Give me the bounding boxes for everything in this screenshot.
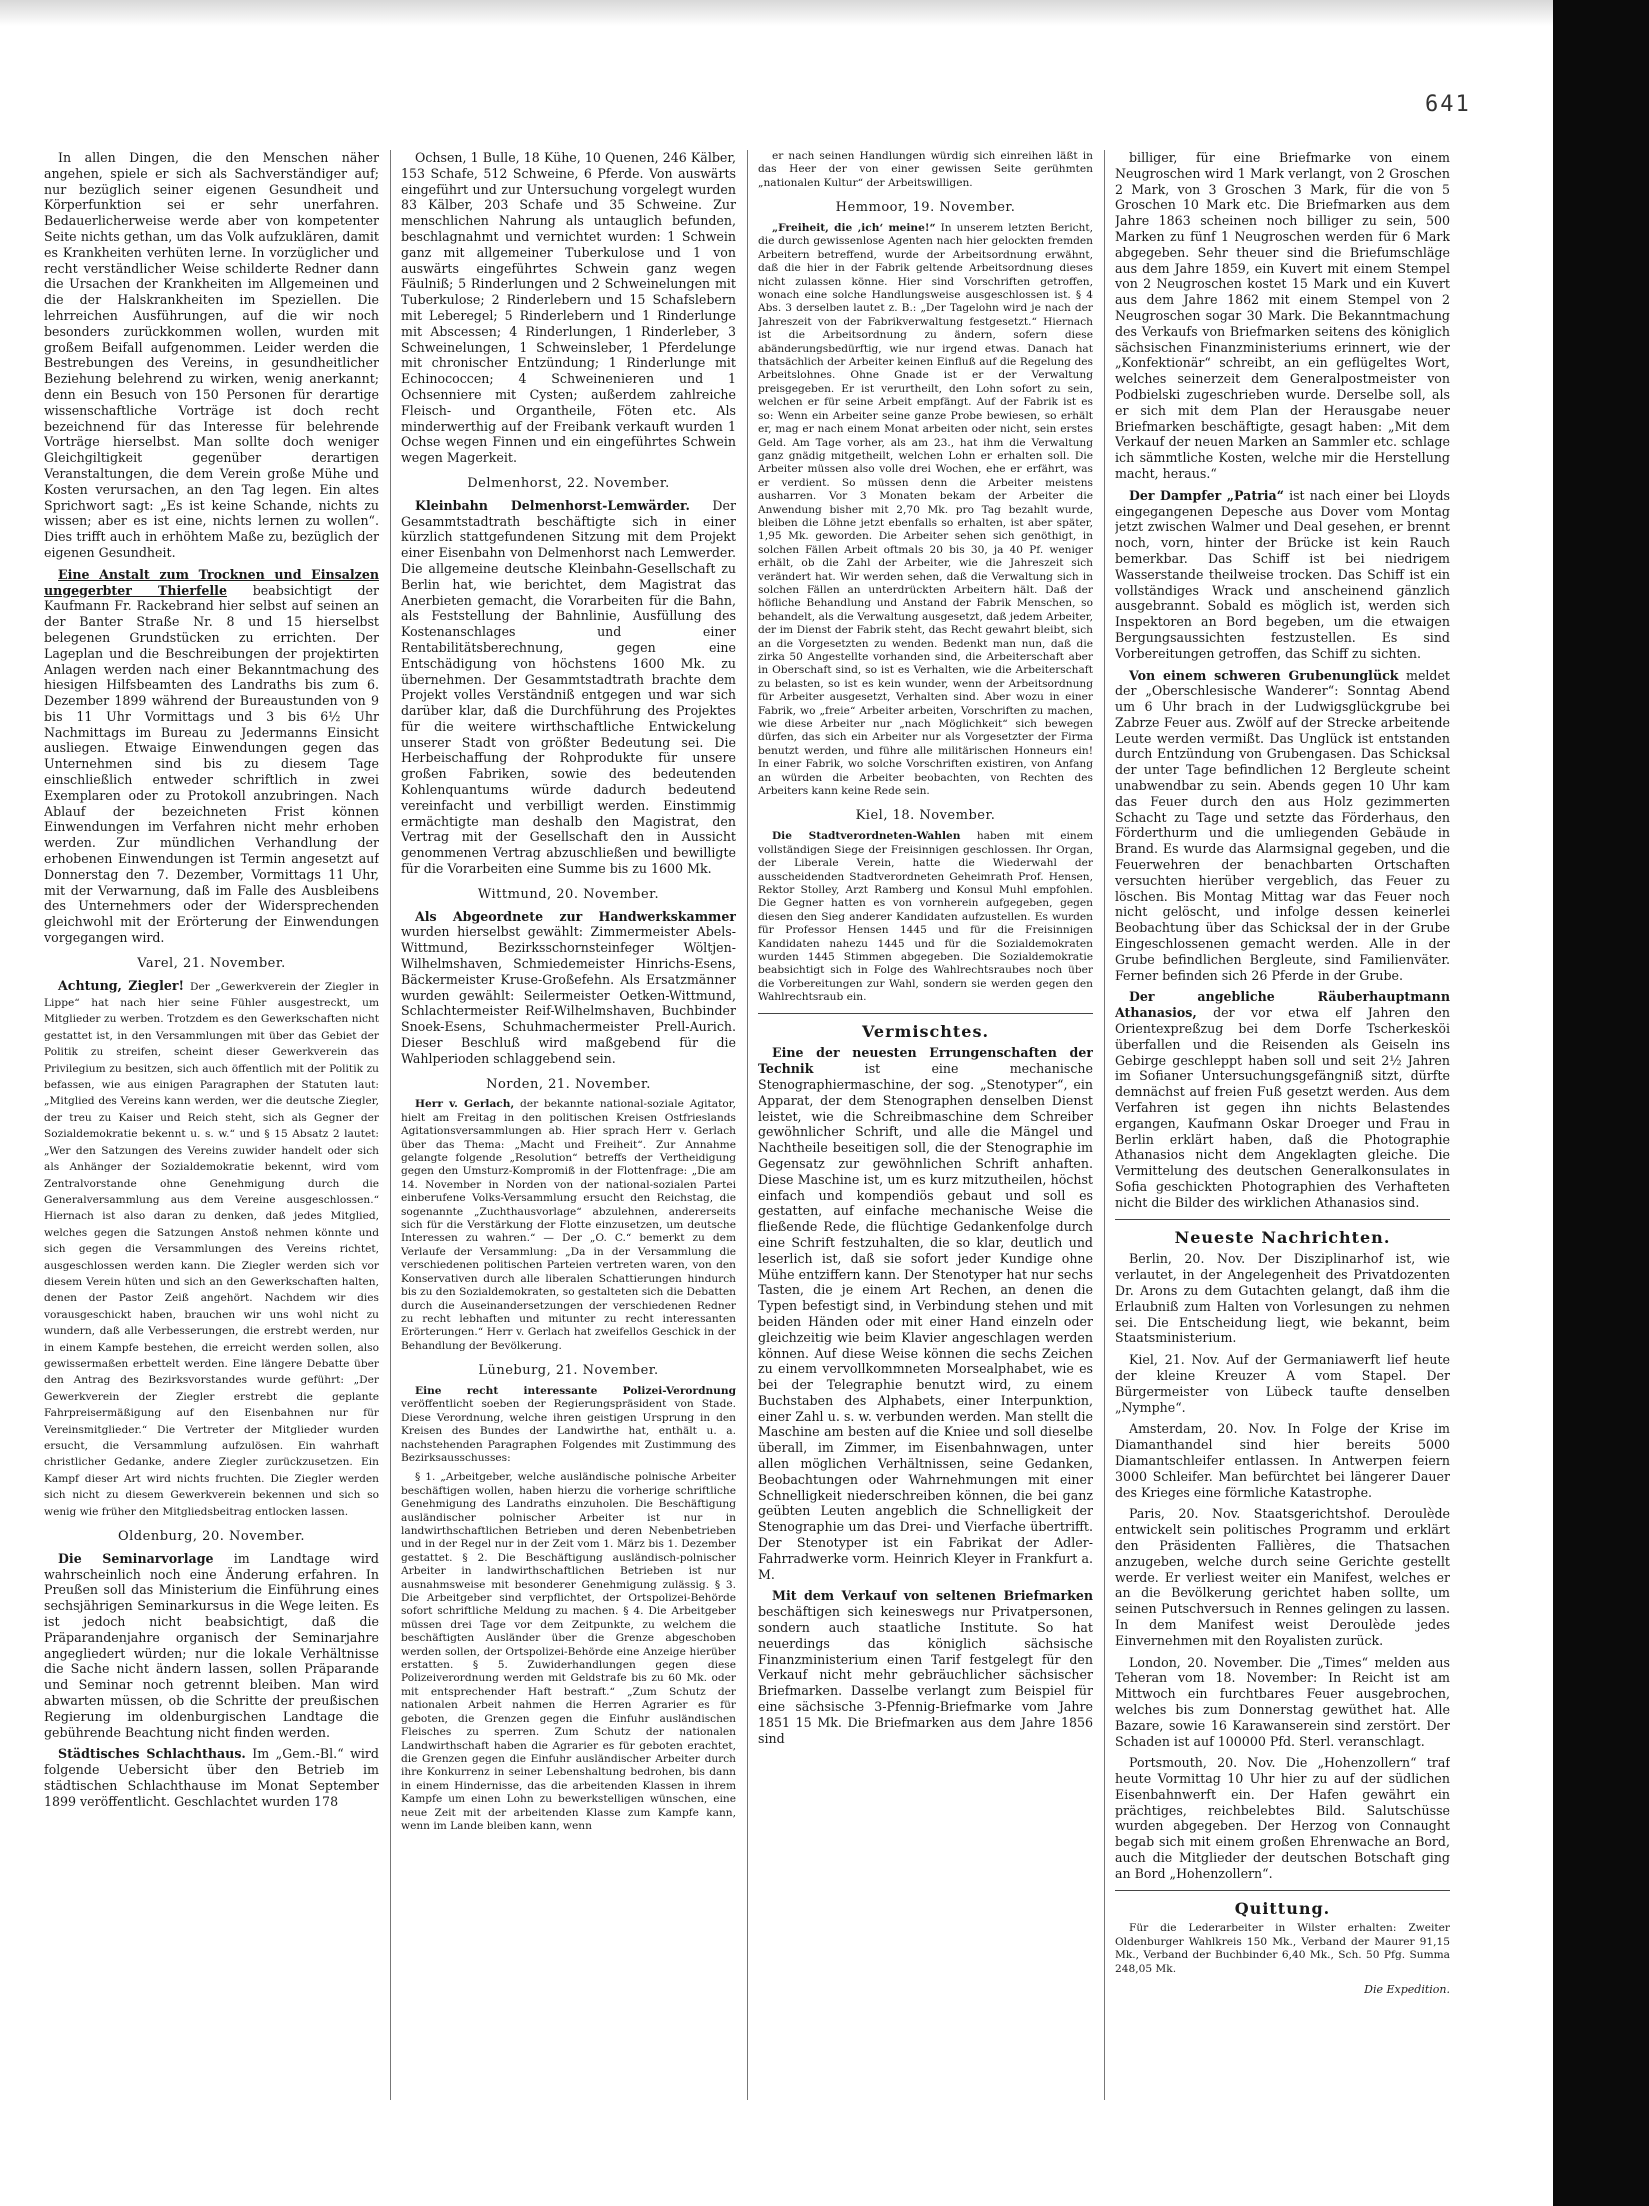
paragraph-text: ist nach einer bei Lloyds eingegangenen Depesche aus Dover vom Montag jetzt zwischen Walmer und Deal gesehen, er brennt noch, vorn, hinter der Brücke ist kein Rauch bemerkbar. Das Schiff ist bei niedrigem Wasserstande theilweise trocken. Das Schiff ist ein vollständiges Wrack und anscheinend gänzlich ausgebrannt. Sobald es möglich ist, werden sich Inspektoren an Bord begeben, um die etwaigen Bergungsaussichten festzustellen. Es sind Vorbereitungen getroffen, das Schiff zu sichten. (1115, 487, 1450, 661)
dateline: Varel, 21. November. (137, 955, 286, 971)
column-4 (1115, 150, 1450, 2100)
paragraph-text: meldet der „Oberschlesische Wanderer“: Sonntag Abend um 6 Uhr brach in der Ludwigsglückgrube bei Zabrze Feuer aus. Zwölf auf der Strecke arbeitende Leute werden vermißt. Das Unglück ist entstanden durch Entzündung von Grubengasen. Das Schicksal der unter Tage befindlichen 12 Bergleute scheint unabwendbar zu sein. Abends gegen 10 Uhr kam das Feuer durch den aus Holz gezimmerten Schacht zu Tage und setzte das Förderhaus, den Förderthurm und die umliegenden Gebäude in Brand. Es wurde das Alarmsignal gegeben, und die Feuerwehren der benachbarten Ortschaften versuchten hierüber vergeblich, das Feuer zu löschen. Bis Montag Mittag war das Feuer noch nicht gelöscht, und infolge dessen keinerlei Beobachtung über das Schicksal der in der Grube Eingeschlossenen gemacht werden. Alle in der Grube befindlichen Bergleute, sind Familienväter. Ferner befinden sich 26 Pferde in der Grube. (1115, 667, 1450, 983)
section-divider (1115, 1219, 1450, 1220)
paragraph (44, 1551, 379, 1741)
column-1 (44, 150, 379, 2100)
paragraph (401, 1098, 736, 1353)
paragraph-text: beabsichtigt der Kaufmann Fr. Rackebrand hier selbst auf seinen an der Banter Straße Nr. 8 und 15 hierselbst belegenen Grundstücken zu errichten. Der Lageplan und die Beschreibungen der projektirten Anlagen werden nach einer Bekanntmachung des hiesigen Hilfsbeamten des Landraths bis zum 6. Dezember 1899 während der Bureaustunden von 9 bis 11 Uhr Vormittags und 3 bis 6½ Uhr Nachmittags im Bureau zu Jedermanns Einsicht ausliegen. Etwaige Einwendungen gegen das Unternehmen sind bis zu diesem Tage einschließlich entweder schriftlich in zwei Exemplaren oder zu Protokoll anzubringen. Nach Ablauf der bezeichneten Frist können Einwendungen im Verfahren nicht mehr erhoben werden. Zur mündlichen Verhandlung der erhobenen Einwendungen ist Termin angesetzt auf Donnerstag den 7. Dezember, Vormittags 11 Uhr, mit der Verwarnung, daß im Falle des Ausbleibens des Unternehmers oder der Widersprechenden gleichwohl mit der Erörterung der Einwendungen vorgegangen wird. (44, 582, 379, 946)
news-item: London, 20. November. Die „Times“ melden aus Teheran vom 18. November: In Reicht ist am Mittwoch ein furchtbares Feuer ausgebrochen, welches bis zum Donnerstag gewüthet hat. Alle Bazare, sowie 16 Karawanserein sind zerstört. Der Schaden ist auf 100000 Pfd. Sterl. veranschlagt. (1115, 1654, 1450, 1749)
paragraph-text: Im „Gem.-Bl.“ wird folgende Uebersicht über den Betrieb im städtischen Schlachthause im Monat September 1899 veröffentlicht. Geschlachtet wurden 178 (44, 1746, 379, 1809)
paragraph (401, 498, 736, 877)
receipt-text: Für die Lederarbeiter in Wilster erhalten: Zweiter Oldenburger Wahlkreis 150 Mk., Verband der Maurer 91,15 Mk., Verband der Buchbinder 6,40 Mk., Sch. 50 Pfg. Summa 248,05 Mk. (1115, 1922, 1450, 1975)
news-item: Amsterdam, 20. Nov. In Folge der Krise im Diamanthandel sind hier bereits 5000 Diamantschleifer entlassen. In Antwerpen feiern 3000 Schleifer. Man befürchtet bei längerer Dauer des Krieges eine förmliche Katastrophe. (1115, 1421, 1450, 1500)
paragraph (44, 978, 379, 1519)
receipt-signature: Die Expedition. (1364, 1983, 1450, 1997)
paragraph-text: im Landtage wird wahrscheinlich noch eine Änderung erfahren. In Preußen soll das Ministerium die Einführung eines sechsjährigen Seminarkursus in die Wege leiten. Es ist jedoch nicht beabsichtigt, daß die Präparandenjahre organisch der Seminarjahre angegliedert würden; nur die lokale Verhältnisse die Sache nicht ändern lassen, sollen Präparande und Seminar noch getrennt bleiben. Man wird abwarten müssen, ob die Schritte der preußischen Regierung im oldenburgischen Landtage die gebührende Beachtung nicht finden werden. (44, 1550, 379, 1740)
paragraph-text: beschäftigen sich keineswegs nur Privatpersonen, sondern auch staatliche Institute. So hat neuerdings das königlich sächsische Finanzministerium einen Tarif festgelegt für den Verkauf nicht mehr gebräuchlicher sächsischer Briefmarken. Dasselbe verlangt zum Beispiel für eine sächsische 3-Pfennig-Briefmarke vom Jahre 1851 15 Mk. Die Briefmarken aus dem Jahre 1856 sind (758, 1604, 1093, 1746)
dateline: Kiel, 18. November. (855, 808, 996, 824)
dateline: Delmenhorst, 22. November. (467, 475, 670, 491)
paragraph-text: Der „Gewerkverein der Ziegler in Lippe“ hat nach hier seine Fühler ausgestreckt, um Mitglieder zu werben. Trotzdem es den Gewerkschaften nicht gestattet ist, in den Versammlungen mit über das Gebiet der Politik zu streifen, scheint dieser Gewerkverein das Privilegium zu besitzen, sich auch öffentlich mit der Politik zu befassen, wie aus einigen Paragraphen der Statuten laut: „Mitglied des Vereins kann werden, wer die deutsche Ziegler, der treu zu Kaiser und Reich steht, sich als Gegner der Sozialdemokratie bekennt u. s. w.“ und § 15 Absatz 2 lautet: „Wer den Satzungen des Vereins zuwider handelt oder sich als Anhänger der Sozialdemokratie bekennt, wird vom Zentralvorstande ohne Genehmigung durch die Generalversammlung aus dem Vereine ausgeschlossen.“ Hiernach ist also daran zu denken, daß jedes Mitglied, welches gegen die Satzungen Anstoß nehmen könnte und sich gegen die Versammlungen des Vereins richtet, ausgeschlossen werden kann. Die Ziegler werden sich vor diesem Verein hüten und sich an den Gewerkschaften halten, denen der Pastor Zeiß angehört. Nachdem wir dies vorausgeschickt haben, brauchen wir uns wohl nicht zu wundern, daß alle Verbesserungen, die erstrebt werden, nur in einem Kampfe bestehen, die erreicht werden sollen, also gewissermaßen erbettelt werden. Eine längere Debatte über den Antrag des Bezirksvorstandes wurde geführt: „Der Gewerkverein der Ziegler erstrebt die geplante Fahrpreisermäßigung auf den Eisenbahnen nur für Vereinsmitglieder.“ Die Vertreter der Mitglieder wurden ersucht, die Versammlung aufzulösen. Ein wahrhaft christlicher Gedanke, andere Ziegler zurückzusetzen. Ein Kampf dieser Art wird nichts fruchten. Die Ziegler werden sich nicht zu diesem Gewerkverein bekennen und sich so wenig wie früher den Mitgliedsbeitrag entlocken lassen. (44, 980, 379, 1518)
dateline: Oldenburg, 20. November. (117, 1529, 305, 1545)
column-3 (758, 150, 1093, 2100)
paragraph-text: In unserem letzten Bericht, die durch gewissenlose Agenten nach hier gelockten fremden Arbeitern betreffend, wurde der Arbeitsordnung erwähnt, daß die hier in der Fabrik geltende Arbeitsordnung dieses nicht zulassen könne. Hier sind Vorschriften getroffen, wonach eine solche Handlungsweise ausgeschlossen ist. § 4 Abs. 3 derselben lautet z. B.: „Der Tagelohn wird je nach der Jahreszeit von der Fabrikverwaltung festgesetzt.“ Hiernach ist die Arbeitsordnung zu ändern, sofern diese abänderungsbedürftig, wie nur irgend etwas. Danach hat thatsächlich der Arbeiter keinen Einfluß auf die Regelung des Arbeitslohnes. Ohne Gnade ist er der Verwaltung preisgegeben. Er ist verurtheilt, den Lohn sofort zu sein, welchen er für seine Arbeit empfängt. Auf der Fabrik ist es so: Wenn ein Arbeiter seine ganze Probe bewiesen, so erhält er, mag er nach einem Monat arbeiten oder nicht, sein erstes Geld. Am Tage vorher, als am 23., hat ihm die Verwaltung ganz gnädig mitgetheilt, welchen Lohn er erhalten soll. Die Arbeiter müssen also volle drei Wochen, ehe er erfährt, was er verdient. So müssen denn die Arbeiter meistens ausharren. Vor 3 Monaten bekam der Arbeiter die Anwendung bisher mit 2,70 Mk. pro Tag bezahlt wurde, bleiben die Löhne jetzt ebenfalls so erhalten, ist aber später, 1,95 Mk. geworden. Die Arbeiter sehen sich genöthigt, in solchen Fällen Arbeit oftmals 20 bis 30, ja 40 Pf. weniger erhält, ob die Zahl der Arbeiter, wie die Jahreszeit sich verändert hat. Wir werden sehen, daß die Verwaltung sich in solchen Fällen an unterdrückten Arbeitern hält. Daß der höfliche Behandlung und Anstand der Fabrik Menschen, so behandelt, als die Verwaltung ausgesetzt, daß jedem Arbeiter, der im Dienst der Fabrik steht, das Recht gewahrt bleibt, sich an die Vorgesetzten zu wenden. Bedenkt man nun, daß die zirka 50 Angestellte vorhanden sind, die Arbeiterschaft aber in Oberschaft sind, so ist es Verhalten, wie die Arbeiterschaft zu belasten, so ist es kein wunder, wenn der Arbeitsordnung für Arbeiter ausgesetzt, Verhalten sind. Aber wozu in einer Fabrik, wo „freie“ Arbeiter arbeiten, Vorschriften zu machen, wie diese Arbeiter nur „nach Möglichkeit“ sich bewegen dürfen, das sich ein Arbeiter nur als Vorgesetzter der Firma benutzt werden, und führe alle militärischen Honneurs ein! In einer Fabrik, wo solche Vorschriften existiren, von Anfang an würden die Arbeiter beobachten, von Rechten des Arbeiters kann keine Rede sein. (758, 222, 1093, 798)
paragraph-heading: Eine Anstalt zum Trocknen und Einsalzen ungegerbter Thierfelle (44, 566, 379, 598)
paragraph (1115, 668, 1450, 984)
paragraph-heading: Herr v. Gerlach, (415, 1098, 515, 1111)
column-rule (1104, 150, 1105, 2100)
paragraph (44, 1746, 379, 1809)
paragraph-text: wurden hierselbst gewählt: Zimmermeister Abels-Wittmund, Bezirksschornsteinfeger Wöltjen-Wilhelmshaven, Schmiedemeister Hinrichs-Esens, Bäckermeister Kruse-Großefehn. Als Ersatzmänner wurden gewählt: Seilermeister Oetken-Wittmund, Schlachtermeister Reif-Wilhelmshaven, Buchbinder Snoek-Esens, Schuhmachermeister Prell-Aurich. Dieser Beschluß wird maßgebend für die Wahlperioden schlaggebend sein. (401, 924, 736, 1066)
dateline: Hemmoor, 19. November. (835, 200, 1016, 216)
column-2 (401, 150, 736, 2100)
paragraph (758, 1588, 1093, 1746)
newspaper-page (44, 150, 1496, 2100)
paragraph-heading: Der angebliche Räuberhauptmann Athanasios, (1115, 989, 1450, 1021)
paragraph-heading: Eine der neuesten Errungenschaften der Technik (758, 1045, 1093, 1077)
section-heading: Vermischtes. (861, 1021, 990, 1041)
paragraph-text: veröffentlicht soeben der Regierungspräsident von Stade. Diese Verordnung, welche ihren geistigen Ursprung in den Kreisen des Bundes der Landwirthe hat, enthält u. a. nachstehenden Paragraphen Folgendes mit Zustimmung des Bezirksausschusses: (401, 1398, 736, 1464)
paragraph (758, 1045, 1093, 1582)
paragraph-text: ist eine mechanische Stenographiermaschine, der sog. „Stenotyper“, ein Apparat, der dem Stenographen denselben Dienst leistet, wie die Schreibmaschine dem Schreiber gewöhnlicher Schrift, und alle die Mängel und Nachtheile beseitigen soll, die der Stenographie im Gegensatz zur gewöhnlichen Schrift anhaften. Diese Maschine ist, um es kurz mitzutheilen, höchst einfach und kompendiös gebaut und soll es gestatten, auf einfache mechanische Weise die fließende Rede, die flüchtige Gedankenfolge durch eine Schrift festzuhalten, die so klar, deutlich und leserlich ist, daß sie sofort jeder Kundige ohne Mühe entziffern kann. Der Stenotyper hat nur sechs Tasten, die je einem Art Rechen, an denen die Typen befestigt sind, in Verbindung stehen und mit beiden Händen oder mit einer Hand einzeln oder gleichzeitig wie beim Klavier angeschlagen werden können. Auf diese Weise können die sechs Zeichen zu einem vervollkommneten Morsealphabet, wie es bei der Telegraphie benutzt wird, zu einem Buchstaben des Alphabets, einer Interpunktion, einer Zahl u. s. w. verbunden werden. Man stellt die Maschine am besten auf die Kniee und soll dieselbe überall, im Zimmer, im Eisenbahnwagen, unter allen möglichen Verhältnissen, seine Gedanken, Beobachtungen oder Wahrnehmungen mit einer Schnelligkeit niederschreiben können, die bei ganz geübten Leuten angeblich die Schnelligkeit der Stenographie um das Drei- und Vierfache übertrifft. Der Stenotyper ist ein Fabrikat der Adler-Fahrradwerke vorm. Heinrich Kleyer in Frankfurt a. M. (758, 1061, 1093, 1582)
column-rule (390, 150, 391, 2100)
paragraph-heading: Die Seminarvorlage (58, 1550, 214, 1566)
paragraph-heading: Städtisches Schlachthaus. (58, 1746, 246, 1762)
news-item: Kiel, 21. Nov. Auf der Germaniawerft lief heute der kleine Kreuzer A vom Stapel. Der Bürgermeister von Lübeck taufte denselben „Nymphe“. (1115, 1352, 1450, 1415)
paragraph-heading: Der Dampfer „Patria“ (1129, 487, 1284, 503)
paragraph (1115, 989, 1450, 1210)
paragraph-text: haben mit einem vollständigen Siege der Freisinnigen geschlossen. Ihr Organ, der Liberale Verein, hatte die Wiederwahl der ausscheidenden Stadtverordneten Geheimrath Prof. Hensen, Rektor Stolley, Arzt Ramberg und Konsul Muhl empfohlen. Die Gegner hatten es von vornherein aufgegeben, gegen diesen den Sieg anderer Kandidaten aufzustellen. Es wurden für Professor Hensen 1445 und für die Freisinnigen Kandidaten nahezu 1445 und für die Sozialdemokraten wurden 1445 Stimmen abgegeben. Die Sozialdemokratie beabsichtigt sich in Folge des Wahlrechtsraubes noch über die Vorbereitungen zur Wahl, sondern sie werden gegen den Wahlrechtsraub ein. (758, 830, 1093, 1004)
section-heading: Neueste Nachrichten. (1174, 1227, 1391, 1247)
page-number: 641 (1425, 92, 1471, 117)
section-divider (758, 1013, 1093, 1014)
paragraph (44, 567, 379, 946)
scan-top-edge (0, 0, 1649, 26)
paragraph-heading: Achtung, Ziegler! (58, 977, 185, 993)
dateline: Lüneburg, 21. November. (478, 1363, 659, 1379)
dateline: Wittmund, 20. November. (477, 886, 660, 902)
paragraph (758, 222, 1093, 798)
paragraph-heading: „Freiheit, die ‚ich‘ meine!“ (772, 222, 936, 235)
scan-black-edge (1553, 0, 1649, 2206)
paragraph-heading: Eine recht interessante Polizei-Verordnung (415, 1384, 736, 1397)
paragraph: § 1. „Arbeitgeber, welche ausländische polnische Arbeiter beschäftigen wollen, haben hierzu die vorherige schriftliche Genehmigung des Landraths einzuholen. Die Beschäftigung ausländischer polnischer Arbeiter ist nur in landwirthschaftlichen Betrieben und deren Nebenbetrieben und in der Regel nur in der Zeit vom 1. März bis 1. Dezember gestattet. § 2. Die Beschäftigung ausländisch-polnischer Arbeiter in landwirthschaftlichen Betrieben ist nur ausnahmsweise mit besonderer Genehmigung zulässig. § 3. Die Arbeitgeber sind verpflichtet, der Ortspolizei-Behörde sofort schriftliche Meldung zu machen. § 4. Die Arbeitgeber müssen drei Tage vor dem Zeitpunkte, zu welchem die beschäftigten Ausländer über die Grenze abgeschoben werden sollen, der Ortspolizei-Behörde eine Anzeige hierüber erstatten. § 5. Zuwiderhandlungen gegen diese Polizeiverordnung werden mit Geldstrafe bis zu 60 Mk. oder mit entsprechender Haft bestraft.“ „Zum Schutz der nationalen Arbeit nahmen die Herren Agrarier es für geboten, die Grenzen gegen die Einfuhr ausländischen Fleisches zu sperren. Zum Schutz der nationalen Landwirthschaft haben die Agrarier es für geboten erachtet, die Grenzen gegen die Einfuhr ausländischer Arbeiter durch ihre Konkurrenz in seiner Lebenshaltung bedrohen, bis dann in einem Hindernisse, das die arbeitenden Klassen in ihrem Kampfe um einen Lohn zu bewerkstelligen wünschen, eine neue Zeit mit der arbeitenden Klasse zum Kampfe kann, wenn im Lande bleiben kann, wenn (401, 1471, 736, 1832)
paragraph: Ochsen, 1 Bulle, 18 Kühe, 10 Quenen, 246 Kälber, 153 Schafe, 512 Schweine, 6 Pferde. Von auswärts eingeführt und zur Untersuchung vorgelegt wurden 83 Kälber, 203 Schafe und 35 Schweine. Zur menschlichen Nahrung als untauglich befunden, beschlagnahmt und vernichtet wurden: 1 Schwein ganz mit allgemeiner Tuberkulose und 1 von auswärts eingeführtes Schwein ganz wegen Fäulniß; 5 Rinderlungen und 2 Schweinelungen mit Tuberkulose; 2 Rinderlebern und 15 Schafslebern mit Leberegel; 5 Rinderlebern und 1 Rinderlunge mit Abscessen; 4 Rinderlungen, 1 Rinderleber, 3 Schweinelungen, 1 Schweinsleber, 1 Pferdelunge mit chronischer Entzündung; 1 Rinderlunge mit Echinococcen; 4 Schweinenieren und 1 Ochsenniere mit Cysten; außerdem zahlreiche Fleisch- und Organtheile, Föten etc. Als minderwerthig auf der Freibank verkauft wurden 1 Ochse wegen Finnen und ein eingeführtes Schwein wegen Magerkeit. (401, 150, 736, 466)
paragraph (758, 830, 1093, 1004)
paragraph-heading: Mit dem Verkauf von seltenen Briefmarken (772, 1588, 1093, 1604)
paragraph: In allen Dingen, die den Menschen näher angehen, spiele er sich als Sachverständiger auf; nur bezüglich seiner eigenen Gesundheit und Körperfunktion sei er sehr unerfahren. Bedauerlicherweise werde aber von kompetenter Seite nichts gethan, um das Volk aufzuklären, damit es Krankheiten verhüten lerne. In vorzüglicher und recht verständlicher Weise schilderte Redner dann die Ursachen der Krankheiten im Allgemeinen und die der Halskrankheiten im Speziellen. Die lehrreichen Ausführungen, auf die wir noch besonders zurückkommen wollen, wurden mit großem Beifall aufgenommen. Leider werden die Bestrebungen des Vereins, in gesundheitlicher Beziehung belehrend zu wirken, wenig anerkannt; denn ein Besuch von 150 Personen für derartige wissenschaftliche Vorträge ist doch recht bezeichnend für das Interesse für belehrende Vorträge hierselbst. Man sollte doch weniger Gleichgiltigkeit gegenüber derartigen Veranstaltungen, die dem Verein große Mühe und Kosten verursachen, an den Tag legen. Ein altes Sprichwort sagt: „Es ist keine Schande, nichts zu wissen; aber es ist eine, nichts lernen zu wollen“. Dies trifft auch in erhöhtem Maße zu, bezüglich der eigenen Gesundheit. (44, 150, 379, 560)
news-item: Portsmouth, 20. Nov. Die „Hohenzollern“ traf heute Vormittag 10 Uhr hier zu auf der südlichen Eisenbahnwerft ein. Der Hafen gewährt ein prächtiges, reichbelebtes Bild. Salutschüsse wurden abgegeben. Der Herzog von Connaught begab sich mit einem großen Ehrenwache an Bord, auch die Mitglieder der deutschen Botschaft ging an Bord „Hohenzollern“. (1115, 1755, 1450, 1881)
paragraph: billiger, für eine Briefmarke von einem Neugroschen wird 1 Mark verlangt, von 2 Groschen 2 Mark, von 3 Groschen 3 Mark, für die von 5 Groschen 10 Mark etc. Die Briefmarken aus dem Jahre 1863 scheinen noch billiger zu sein, 500 Marken zu fünf 1 Neugroschen werden für 6 Mark abgegeben. Sehr theuer sind die Briefumschläge aus dem Jahre 1859, ein Kuvert mit einem Stempel von 2 Neugroschen kostet 15 Mark und ein Kuvert aus dem Jahre 1862 mit einem Stempel von 2 Neugroschen sogar 30 Mark. Die Bekanntmachung des Verkaufs von Briefmarken seitens des königlich sächsischen Finanzministeriums erinnert, wie der „Konfektionär“ schreibt, an ein geflügeltes Wort, welches seinerzeit dem Generalpostmeister von Podbielski zugeschrieben wurde. Derselbe soll, als er sich mit dem Plan der Herausgabe neuer Briefmarken beschäftigte, gesagt haben: „Mit dem Verkauf der neuen Marken an Sammler etc. schlage ich sämmtliche Kosten, welche mir die Herstellung macht, heraus.“ (1115, 150, 1450, 481)
paragraph-heading: Von einem schweren Grubenunglück (1129, 667, 1399, 683)
section-heading: Quittung. (1234, 1898, 1331, 1918)
paragraph-heading: Kleinbahn Delmenhorst-Lemwärder. (415, 497, 690, 513)
paragraph (401, 1385, 736, 1465)
paragraph-text: Der Gesammtstadtrath beschäftigte sich in einer kürzlich stattgefundenen Sitzung mit dem Projekt einer Eisenbahn von Delmenhorst nach Lemwerder. Die allgemeine deutsche Kleinbahn-Gesellschaft zu Berlin hat, wie berichtet, dem Magistrat das Anerbieten gemacht, die Vorarbeiten für die Bahn, als Feststellung der Bahnlinie, Ausfüllung des Kostenanschlages und einer Rentabilitätsberechnung, gegen eine Entschädigung von höchstens 1600 Mk. zu übernehmen. Der Gesammtstadtrath brachte dem Projekt volles Verständniß entgegen und war sich darüber klar, daß die Durchführung des Projektes für die weitere wirthschaftliche Entwickelung unserer Stadt von größter Bedeutung sei. Die Herbeischaffung der Rohprodukte für unsere großen Fabriken, sowie des bedeutenden Kohlenquantums würde dadurch bedeutend vereinfacht und verbilligt werden. Einstimmig ermächtigte man deshalb den Magistrat, den Vertrag mit der Gesellschaft den in Aussicht genommenen Vertrag abzuschließen und bewilligte für die Vorarbeiten eine Summe bis zu 1600 Mk. (401, 497, 736, 877)
paragraph-text: der vor etwa elf Jahren den Orientexpreßzug bei dem Dorfe Tscherkesköi überfallen und die Reisenden als Geiseln ins Gebirge geschleppt haben soll und seit 2½ Jahren im Sofianer Untersuchungsgefängniß sitzt, dürfte demnächst auf freien Fuß gesetzt werden. Aus dem Verfahren ist gegen ihn nichts Belastendes ergangen, Kaufmann Oskar Droeger und Frau in Berlin erklärt haben, daß die Photographie Athanasios nicht dem Angeklagten gleiche. Die Vermittelung des deutschen Generalkonsulates in Sofia geschickten Photographien des Verhafteten nicht die Bilder des wirklichen Athanasios sind. (1115, 1005, 1450, 1210)
paragraph-text: der bekannte national-soziale Agitator, hielt am Freitag in den politischen Kreisen Ostfrieslands Agitationsversammlungen ab. Hier sprach Herr v. Gerlach über das Thema: „Macht und Freiheit“. Zur Annahme gelangte folgende „Resolution“ betreffs der Vertheidigung gegen den Umsturz-Kompromiß in der Flottenfrage: „Die am 14. November in Norden von der national-sozialen Partei einberufene Volks-Versammlung ersucht den Reichstag, die sogenannte „Zuchthausvorlage“ abzulehnen, andererseits sich für die Verstärkung der Flotte einzusetzen, um deutsche Interessen zu wahren.“ — Der „O. C.“ bemerkt zu dem Verlaufe der Versammlung: „Da in der Versammlung die verschiedenen politischen Parteien vertreten waren, von den Konservativen durch alle liberalen Schattierungen hindurch bis zu den Sozialdemokraten, so gestalteten sich die Debatten durch die Auseinandersetzungen der verschiedenen Redner zu recht lebhaften und mitunter zu recht interessanten Erörterungen.“ Herr v. Gerlach hat zweifellos Geschick in der Behandlung der Bevölkerung. (401, 1098, 736, 1352)
column-rule (747, 150, 748, 2100)
paragraph (1115, 488, 1450, 662)
dateline: Norden, 21. November. (486, 1076, 651, 1092)
paragraph-heading: Die Stadtverordneten-Wahlen (772, 830, 961, 843)
news-item: Paris, 20. Nov. Staatsgerichtshof. Deroulède entwickelt sein politisches Programm und erklärt den Präsidenten Fallières, die Thatsachen anzugeben, welche durch seine Gerichte gestellt werde. Er verliest weiter ein Manifest, welches er an die Bevölkerung gerichtet haben sollte, um seinen Putschversuch in Rennes gelingen zu lassen. In dem Manifest weist Deroulède jedes Einvernehmen mit den Royalisten zurück. (1115, 1506, 1450, 1648)
news-item: Berlin, 20. Nov. Der Disziplinarhof ist, wie verlautet, in der Angelegenheit des Privatdozenten Dr. Arons zu dem Gutachten gelangt, daß ihm die Erlaubniß zum Halten von Vorlesungen zu nehmen sei. Die Entscheidung liegt, wie bekannt, beim Staatsministerium. (1115, 1251, 1450, 1346)
paragraph (401, 909, 736, 1067)
paragraph-heading: Als Abgeordnete zur Handwerkskammer (415, 908, 736, 924)
section-divider (1115, 1890, 1450, 1891)
paragraph: er nach seinen Handlungen würdig sich einreihen läßt in das Heer der von einer gewissen Seite gerühmten „nationalen Kultur“ der Arbeitswilligen. (758, 150, 1093, 189)
